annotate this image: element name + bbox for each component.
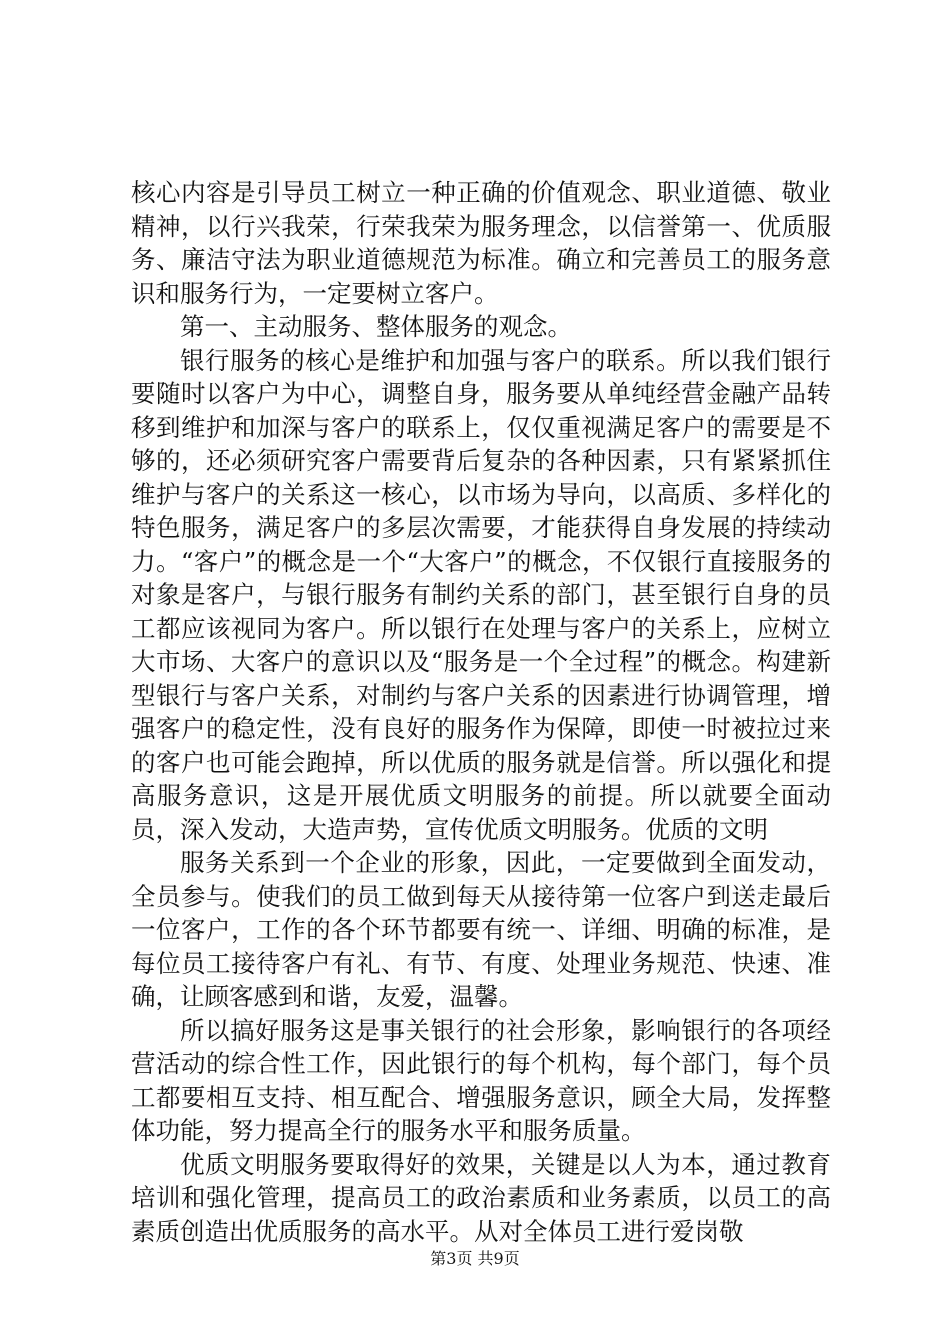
paragraph-3: 银行服务的核心是维护和加强与客户的联系。所以我们银行要随时以客户为中心，调整自身，服务要从单纯经营金融产品转移到维护和加深与客户的联系上，仅仅重视满足客户的需要是不够的，还必须研究客户需要背后复杂的各种因素，只有紧紧抓住维护与客户的关系这一核心，以市场为导向，以高质、多样化的特色服务，满足客户的多层次需要，才能获得自身发展的持续动力。“客户”的概念是一个“大客户”的概念，不仅银行直接服务的对象是客户，与银行服务有制约关系的部门，甚至银行自身的员工都应该视同为客户。所以银行在处理与客户的关系上，应树立大市场、大客户的意识以及“服务是一个全过程”的概念。构建新型银行与客户关系，对制约与客户关系的因素进行协调管理，增强客户的稳定性，没有良好的服务作为保障，即使一时被拉过来的客户也可能会跑掉，所以优质的服务就是信誉。所以强化和提高服务意识，这是开展优质文明服务的前提。所以就要全面动员，深入发动，大造声势，宣传优质文明服务。优质的文明 <box>131 345 831 844</box>
paragraph-5: 所以搞好服务这是事关银行的社会形象，影响银行的各项经营活动的综合性工作，因此银行的每个机构，每个部门，每个员工都要相互支持、相互配合、增强服务意识，顾全大局，发挥整体功能，努力提高全行的服务水平和服务质量。 <box>131 1015 831 1145</box>
paragraph-2: 第一、主动服务、整体服务的观念。 <box>180 312 572 341</box>
paragraph-1: 核心内容是引导员工树立一种正确的价值观念、职业道德、敬业精神，以行兴我荣，行荣我荣为服务理念，以信誉第一、优质服务、廉洁守法为职业道德规范为标准。确立和完善员工的服务意识和服务行为，一定要树立客户。 <box>131 178 831 308</box>
paragraph-6: 优质文明服务要取得好的效果，关键是以人为本，通过教育培训和强化管理，提高员工的政治素质和业务素质，以员工的高素质创造出优质服务的高水平。从对全体员工进行爱岗敬 <box>131 1149 831 1246</box>
paragraph-4: 服务关系到一个企业的形象，因此，一定要做到全面发动，全员参与。使我们的员工做到每天从接待第一位客户到送走最后一位客户，工作的各个环节都要有统一、详细、明确的标准，是每位员工接待客户有礼、有节、有度、处理业务规范、快速、准确，让顾客感到和谐，友爱，温馨。 <box>131 848 831 1011</box>
document-body <box>131 176 831 1248</box>
page-number-footer: 第3页 共9页 <box>430 1249 520 1268</box>
